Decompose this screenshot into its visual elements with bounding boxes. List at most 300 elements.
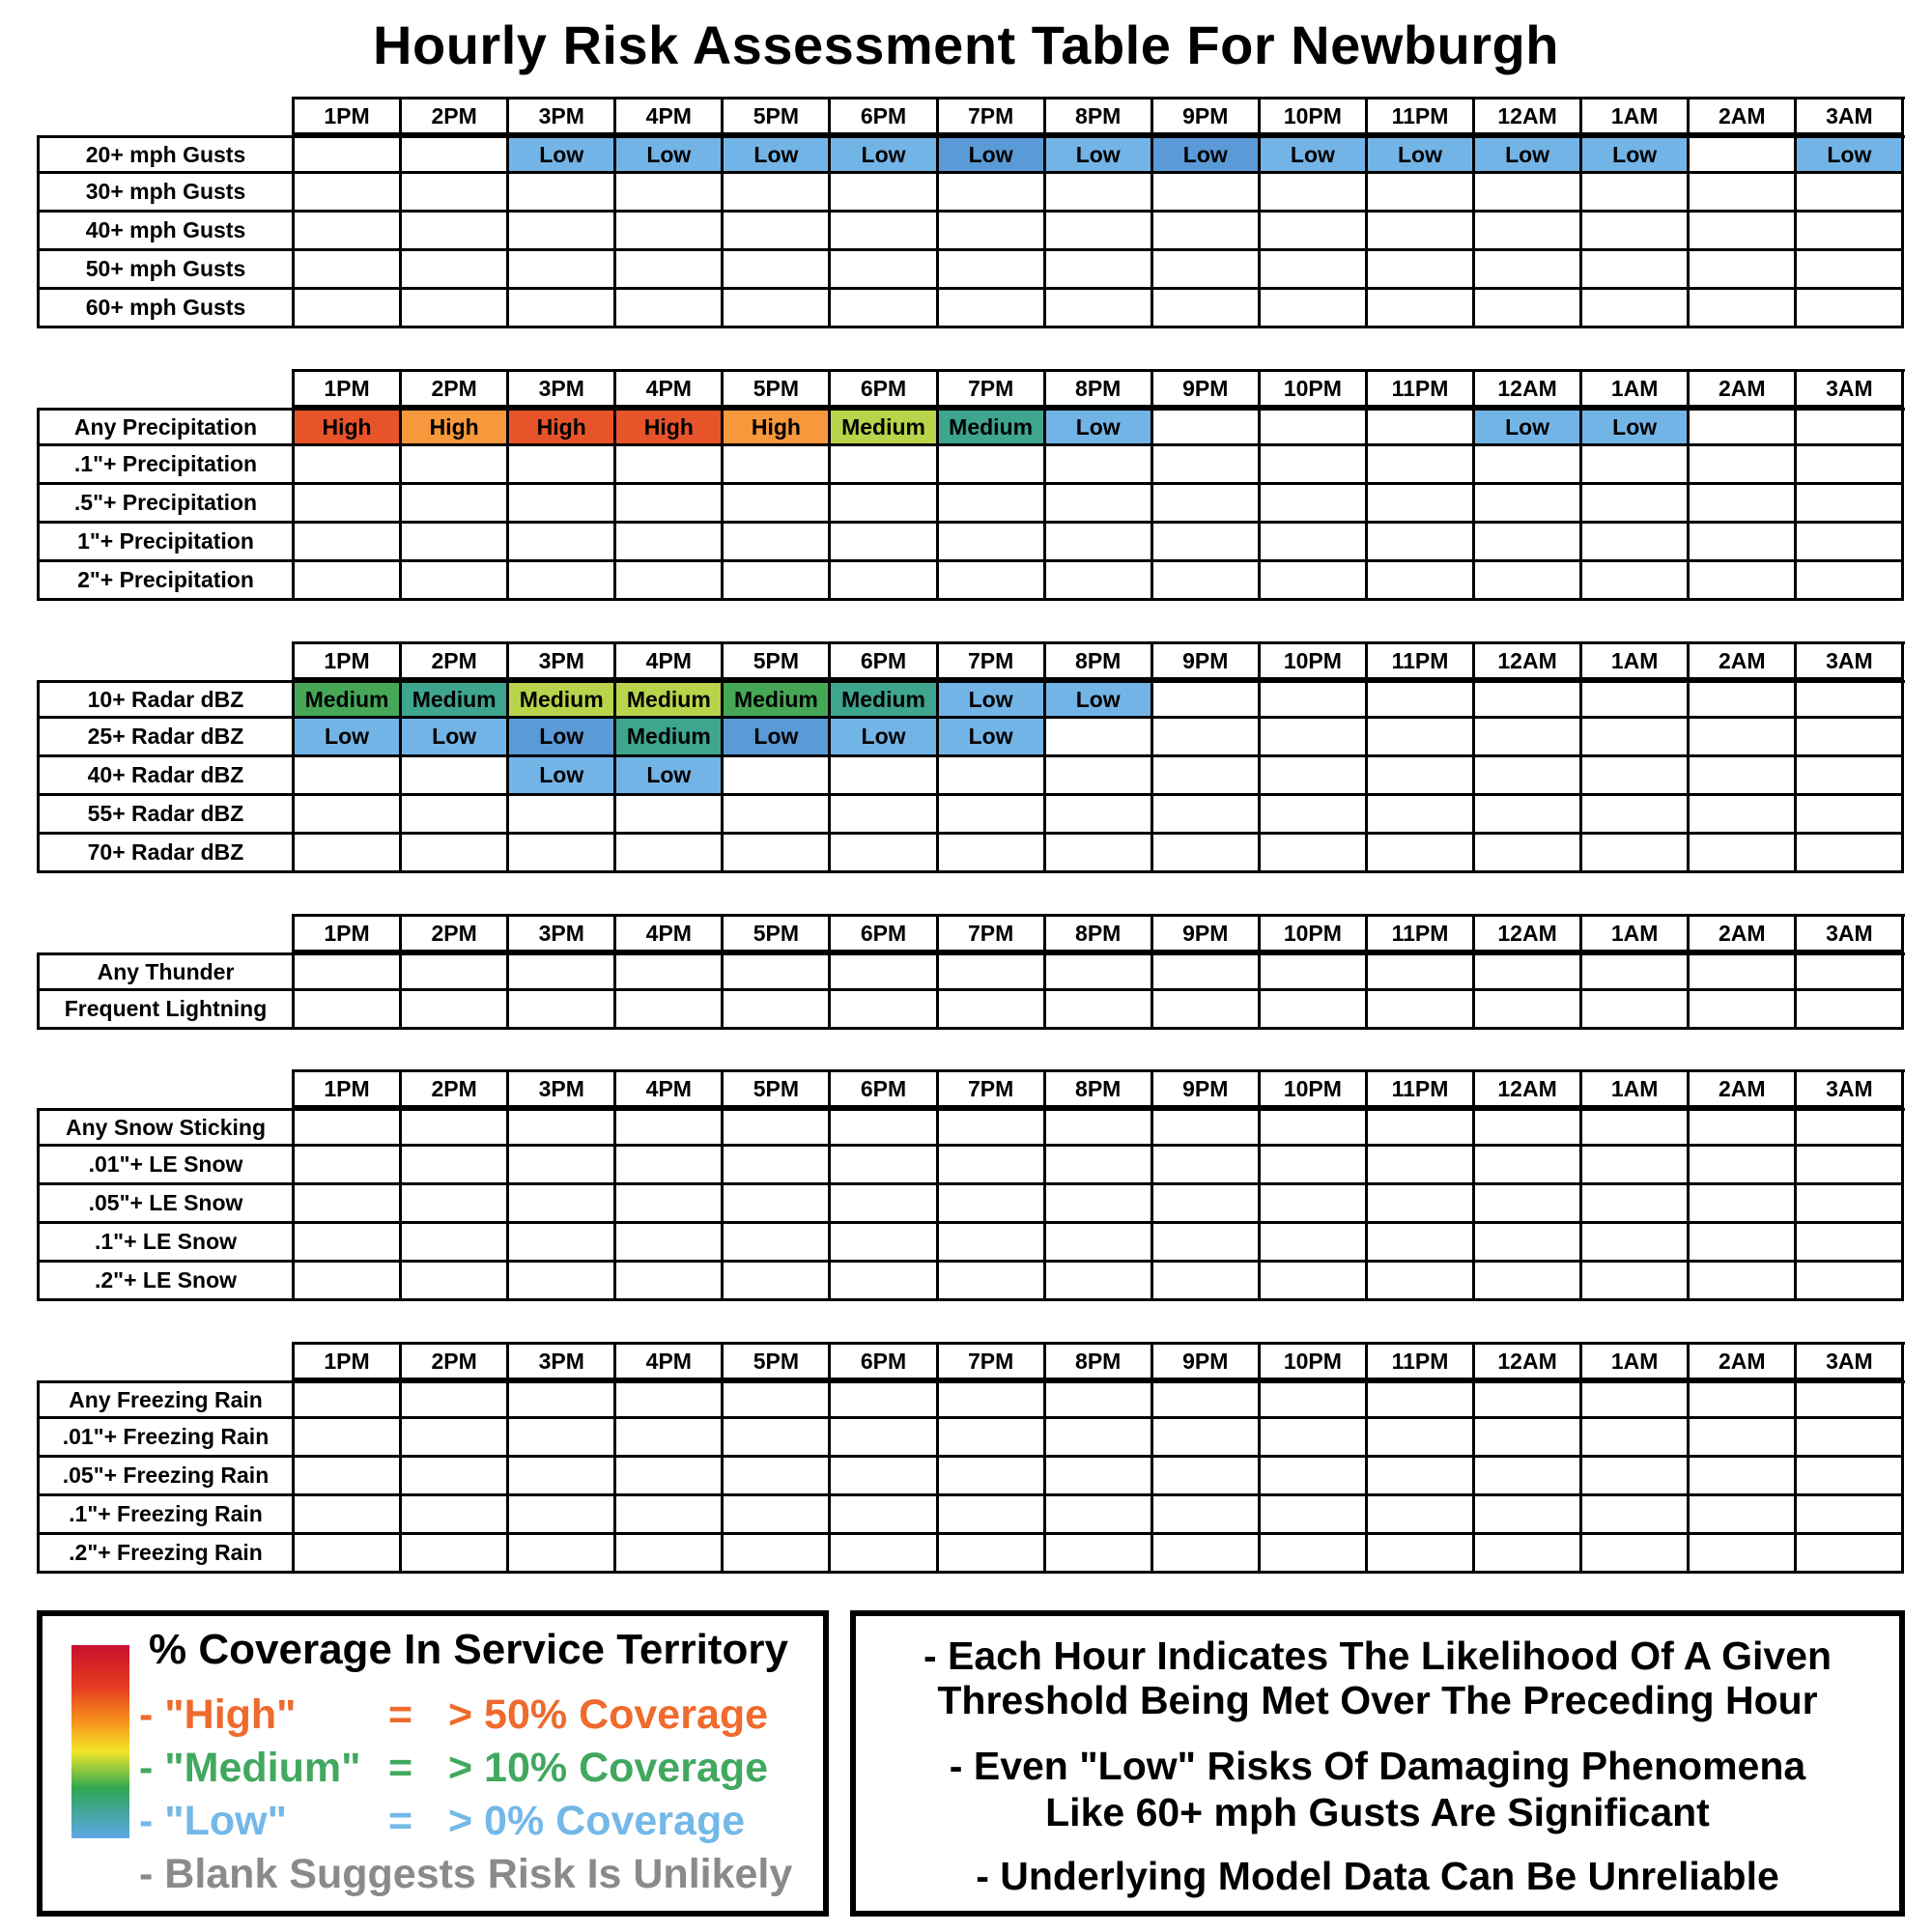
risk-cell bbox=[616, 524, 724, 562]
row-label: Any Thunder bbox=[40, 955, 295, 991]
risk-cell bbox=[831, 290, 938, 328]
risk-cell bbox=[1046, 1458, 1153, 1496]
risk-cell bbox=[1368, 796, 1475, 835]
risk-cell bbox=[724, 485, 831, 524]
risk-cell bbox=[1046, 446, 1153, 485]
risk-cell bbox=[831, 796, 938, 835]
risk-cell bbox=[402, 757, 509, 796]
risk-cell bbox=[1153, 213, 1261, 251]
risk-cell bbox=[1797, 757, 1904, 796]
risk-cell bbox=[509, 562, 616, 601]
risk-cell bbox=[1797, 485, 1904, 524]
row-label: 10+ Radar dBZ bbox=[40, 683, 295, 719]
hour-header: 3PM bbox=[509, 372, 616, 408]
legend-high-equals: = bbox=[388, 1691, 413, 1738]
risk-cell: High bbox=[509, 411, 616, 446]
risk-cell bbox=[509, 251, 616, 290]
hour-header: 10PM bbox=[1261, 917, 1368, 952]
risk-cell bbox=[1368, 1147, 1475, 1185]
row-label: Frequent Lightning bbox=[40, 991, 295, 1030]
note-3: - Underlying Model Data Can Be Unreliable bbox=[976, 1854, 1779, 1898]
risk-cell bbox=[1153, 1224, 1261, 1263]
risk-cell bbox=[1797, 1419, 1904, 1458]
risk-cell bbox=[1261, 719, 1368, 757]
risk-cell bbox=[509, 1185, 616, 1224]
risk-cell bbox=[509, 1111, 616, 1147]
risk-cell bbox=[724, 1535, 831, 1574]
risk-cell bbox=[939, 1224, 1046, 1263]
risk-cell bbox=[939, 1535, 1046, 1574]
risk-cell bbox=[1797, 1111, 1904, 1147]
risk-cell: Low bbox=[1046, 683, 1153, 719]
risk-cell bbox=[831, 955, 938, 991]
table-row bbox=[37, 1263, 1905, 1301]
risk-cell bbox=[939, 174, 1046, 213]
risk-cell: Medium bbox=[616, 719, 724, 757]
row-label: 20+ mph Gusts bbox=[40, 138, 295, 174]
risk-cell bbox=[509, 485, 616, 524]
risk-cell bbox=[1475, 1147, 1582, 1185]
risk-cell bbox=[1582, 757, 1690, 796]
hour-header: 2AM bbox=[1690, 1072, 1797, 1108]
risk-cell bbox=[616, 991, 724, 1030]
risk-cell bbox=[1153, 562, 1261, 601]
hour-header: 6PM bbox=[831, 372, 938, 408]
risk-cell bbox=[1368, 485, 1475, 524]
risk-cell bbox=[295, 955, 402, 991]
risk-cell: Low bbox=[1368, 138, 1475, 174]
risk-cell bbox=[1582, 174, 1690, 213]
risk-cell bbox=[1046, 1111, 1153, 1147]
hour-header: 8PM bbox=[1046, 917, 1153, 952]
risk-cell bbox=[939, 562, 1046, 601]
risk-cell bbox=[724, 213, 831, 251]
risk-cell bbox=[295, 796, 402, 835]
risk-cell bbox=[295, 174, 402, 213]
hour-header-row bbox=[292, 641, 1905, 680]
risk-cell bbox=[1046, 562, 1153, 601]
risk-cell bbox=[1368, 719, 1475, 757]
risk-cell bbox=[1153, 524, 1261, 562]
row-label: Any Precipitation bbox=[40, 411, 295, 446]
hour-header: 12AM bbox=[1475, 644, 1582, 680]
hour-header: 4PM bbox=[616, 1072, 724, 1108]
risk-cell bbox=[509, 213, 616, 251]
risk-cell bbox=[509, 1535, 616, 1574]
risk-cell bbox=[1475, 213, 1582, 251]
risk-cell bbox=[1690, 446, 1797, 485]
risk-cell bbox=[1797, 1535, 1904, 1574]
hour-header: 2PM bbox=[402, 372, 509, 408]
table-row bbox=[37, 1380, 1905, 1419]
risk-cell bbox=[1690, 485, 1797, 524]
legend-panel bbox=[37, 1610, 829, 1917]
risk-cell bbox=[1582, 251, 1690, 290]
hour-header: 10PM bbox=[1261, 99, 1368, 135]
risk-cell bbox=[1690, 796, 1797, 835]
risk-cell bbox=[295, 1458, 402, 1496]
risk-cell bbox=[1046, 1263, 1153, 1301]
hour-header: 4PM bbox=[616, 1345, 724, 1380]
risk-cell bbox=[1261, 1185, 1368, 1224]
risk-cell bbox=[1046, 485, 1153, 524]
hour-header: 1AM bbox=[1582, 1345, 1690, 1380]
risk-cell bbox=[509, 1263, 616, 1301]
risk-cell bbox=[939, 991, 1046, 1030]
risk-cell bbox=[1582, 796, 1690, 835]
table-row bbox=[37, 835, 1905, 873]
hour-header: 2AM bbox=[1690, 372, 1797, 408]
risk-cell bbox=[1475, 955, 1582, 991]
risk-cell: Medium bbox=[939, 411, 1046, 446]
row-label: 50+ mph Gusts bbox=[40, 251, 295, 290]
hour-header-row bbox=[292, 1342, 1905, 1380]
risk-cell bbox=[724, 524, 831, 562]
risk-cell bbox=[939, 446, 1046, 485]
risk-cell bbox=[1797, 562, 1904, 601]
table-row bbox=[37, 1185, 1905, 1224]
risk-cell bbox=[509, 835, 616, 873]
risk-cell bbox=[616, 1496, 724, 1535]
risk-cell bbox=[1153, 1147, 1261, 1185]
risk-cell bbox=[831, 1263, 938, 1301]
risk-cell bbox=[295, 1419, 402, 1458]
risk-cell bbox=[1261, 835, 1368, 873]
hour-header: 3PM bbox=[509, 644, 616, 680]
hour-header: 1PM bbox=[295, 372, 402, 408]
risk-cell bbox=[1690, 1419, 1797, 1458]
risk-cell bbox=[1046, 955, 1153, 991]
risk-cell: Low bbox=[509, 719, 616, 757]
hour-header: 4PM bbox=[616, 99, 724, 135]
risk-cell bbox=[1153, 955, 1261, 991]
risk-cell bbox=[509, 446, 616, 485]
risk-cell bbox=[1797, 991, 1904, 1030]
risk-cell bbox=[1046, 796, 1153, 835]
risk-cell bbox=[1475, 719, 1582, 757]
row-label: Any Freezing Rain bbox=[40, 1383, 295, 1419]
risk-cell bbox=[1261, 1263, 1368, 1301]
risk-cell bbox=[1797, 1147, 1904, 1185]
risk-cell bbox=[616, 796, 724, 835]
row-label: .01"+ Freezing Rain bbox=[40, 1419, 295, 1458]
risk-cell bbox=[1582, 1263, 1690, 1301]
risk-cell bbox=[295, 1111, 402, 1147]
risk-cell bbox=[616, 1535, 724, 1574]
risk-cell bbox=[402, 562, 509, 601]
legend-medium-desc: > 10% Coverage bbox=[448, 1745, 769, 1791]
risk-cell bbox=[1153, 1185, 1261, 1224]
risk-cell bbox=[1368, 174, 1475, 213]
risk-cell bbox=[724, 1147, 831, 1185]
risk-cell bbox=[1582, 1224, 1690, 1263]
risk-cell bbox=[509, 1496, 616, 1535]
hour-header: 3AM bbox=[1797, 1072, 1904, 1108]
risk-cell bbox=[1261, 1419, 1368, 1458]
risk-cell bbox=[295, 485, 402, 524]
risk-cell bbox=[295, 251, 402, 290]
risk-cell bbox=[402, 955, 509, 991]
hour-header: 8PM bbox=[1046, 1072, 1153, 1108]
table-row bbox=[37, 757, 1905, 796]
risk-cell bbox=[1582, 290, 1690, 328]
risk-cell bbox=[402, 485, 509, 524]
risk-cell: Low bbox=[1582, 411, 1690, 446]
risk-cell bbox=[295, 1224, 402, 1263]
hour-header: 12AM bbox=[1475, 917, 1582, 952]
row-label: 25+ Radar dBZ bbox=[40, 719, 295, 757]
risk-cell bbox=[1046, 1419, 1153, 1458]
row-label: .05"+ LE Snow bbox=[40, 1185, 295, 1224]
hour-header: 6PM bbox=[831, 917, 938, 952]
table-row bbox=[37, 408, 1905, 446]
risk-cell bbox=[295, 835, 402, 873]
page-title: Hourly Risk Assessment Table For Newburgh bbox=[373, 14, 1559, 75]
risk-cell bbox=[1153, 1111, 1261, 1147]
risk-cell bbox=[1368, 251, 1475, 290]
hour-header: 11PM bbox=[1368, 1072, 1475, 1108]
row-label: .1"+ LE Snow bbox=[40, 1224, 295, 1263]
risk-cell bbox=[1261, 174, 1368, 213]
risk-cell bbox=[1153, 411, 1261, 446]
hour-header: 3PM bbox=[509, 1345, 616, 1380]
risk-cell bbox=[402, 446, 509, 485]
risk-table bbox=[37, 914, 1905, 1030]
risk-cell bbox=[1153, 1458, 1261, 1496]
table-row bbox=[37, 135, 1905, 174]
hour-header: 7PM bbox=[939, 917, 1046, 952]
hour-header: 2AM bbox=[1690, 644, 1797, 680]
risk-cell bbox=[1153, 1263, 1261, 1301]
hour-header: 6PM bbox=[831, 1345, 938, 1380]
risk-cell bbox=[295, 1147, 402, 1185]
risk-cell bbox=[1475, 835, 1582, 873]
risk-cell bbox=[1046, 719, 1153, 757]
risk-cell bbox=[1475, 1224, 1582, 1263]
risk-cell bbox=[1690, 1383, 1797, 1419]
risk-cell bbox=[1475, 174, 1582, 213]
risk-cell bbox=[1690, 290, 1797, 328]
risk-cell bbox=[1368, 1458, 1475, 1496]
coverage-color-scale bbox=[71, 1645, 129, 1838]
risk-cell bbox=[402, 1185, 509, 1224]
risk-cell bbox=[1153, 1535, 1261, 1574]
hour-header: 7PM bbox=[939, 644, 1046, 680]
risk-cell bbox=[1153, 290, 1261, 328]
risk-cell bbox=[1261, 757, 1368, 796]
risk-cell bbox=[616, 1185, 724, 1224]
note-2-line-2: Like 60+ mph Gusts Are Significant bbox=[1045, 1790, 1710, 1834]
risk-cell bbox=[939, 485, 1046, 524]
risk-cell bbox=[1153, 1383, 1261, 1419]
hour-header: 7PM bbox=[939, 372, 1046, 408]
hour-header: 5PM bbox=[724, 372, 831, 408]
risk-cell bbox=[1797, 683, 1904, 719]
risk-cell: Low bbox=[295, 719, 402, 757]
hour-header: 3AM bbox=[1797, 644, 1904, 680]
risk-cell bbox=[1368, 1263, 1475, 1301]
risk-cell bbox=[831, 835, 938, 873]
hour-header: 1AM bbox=[1582, 644, 1690, 680]
risk-cell: Low bbox=[1797, 138, 1904, 174]
hour-header: 3AM bbox=[1797, 917, 1904, 952]
hour-header: 9PM bbox=[1153, 372, 1261, 408]
risk-cell bbox=[1261, 411, 1368, 446]
risk-cell bbox=[1582, 485, 1690, 524]
table-row bbox=[37, 562, 1905, 601]
hour-header: 11PM bbox=[1368, 644, 1475, 680]
risk-cell bbox=[1475, 446, 1582, 485]
risk-cell: Medium bbox=[616, 683, 724, 719]
risk-cell bbox=[1261, 213, 1368, 251]
hour-header: 7PM bbox=[939, 99, 1046, 135]
table-row bbox=[37, 446, 1905, 485]
risk-cell bbox=[1261, 251, 1368, 290]
hour-header: 1AM bbox=[1582, 1072, 1690, 1108]
legend-high-label: - "High" bbox=[139, 1691, 297, 1738]
risk-cell bbox=[724, 1263, 831, 1301]
row-label: Any Snow Sticking bbox=[40, 1111, 295, 1147]
risk-cell bbox=[1582, 955, 1690, 991]
risk-cell bbox=[509, 1147, 616, 1185]
risk-cell bbox=[939, 1496, 1046, 1535]
risk-cell bbox=[724, 562, 831, 601]
risk-cell bbox=[1261, 1535, 1368, 1574]
risk-cell bbox=[295, 446, 402, 485]
risk-cell bbox=[616, 213, 724, 251]
risk-cell bbox=[1368, 1419, 1475, 1458]
risk-cell bbox=[1797, 1458, 1904, 1496]
hour-header: 11PM bbox=[1368, 917, 1475, 952]
hour-header: 1AM bbox=[1582, 99, 1690, 135]
note-2-line-1: - Even "Low" Risks Of Damaging Phenomena bbox=[949, 1744, 1806, 1788]
legend-low-label: - "Low" bbox=[139, 1798, 288, 1844]
risk-cell bbox=[724, 796, 831, 835]
risk-cell bbox=[724, 1419, 831, 1458]
risk-cell bbox=[402, 835, 509, 873]
risk-cell bbox=[939, 796, 1046, 835]
risk-cell bbox=[831, 991, 938, 1030]
risk-cell bbox=[831, 1185, 938, 1224]
risk-cell bbox=[616, 1224, 724, 1263]
row-label: 30+ mph Gusts bbox=[40, 174, 295, 213]
risk-cell bbox=[1475, 991, 1582, 1030]
hour-header: 5PM bbox=[724, 99, 831, 135]
hour-header-row bbox=[292, 369, 1905, 408]
hour-header: 2PM bbox=[402, 1345, 509, 1380]
table-row bbox=[37, 719, 1905, 757]
hour-header: 3AM bbox=[1797, 99, 1904, 135]
hour-header: 10PM bbox=[1261, 1345, 1368, 1380]
risk-cell bbox=[831, 562, 938, 601]
note-1-line-1: - Each Hour Indicates The Likelihood Of A Given bbox=[923, 1634, 1833, 1678]
hour-header: 4PM bbox=[616, 372, 724, 408]
risk-cell bbox=[295, 290, 402, 328]
risk-cell bbox=[1797, 835, 1904, 873]
risk-cell: Low bbox=[616, 138, 724, 174]
row-label: 1"+ Precipitation bbox=[40, 524, 295, 562]
risk-cell bbox=[1475, 1458, 1582, 1496]
risk-cell bbox=[939, 757, 1046, 796]
hour-header: 8PM bbox=[1046, 1345, 1153, 1380]
risk-cell bbox=[831, 524, 938, 562]
risk-cell bbox=[402, 290, 509, 328]
risk-cell bbox=[1690, 1496, 1797, 1535]
risk-cell bbox=[1368, 1185, 1475, 1224]
legend-medium-label: - "Medium" bbox=[139, 1745, 361, 1791]
risk-cell bbox=[616, 174, 724, 213]
risk-cell bbox=[831, 213, 938, 251]
risk-cell bbox=[939, 290, 1046, 328]
risk-cell bbox=[1261, 955, 1368, 991]
risk-cell bbox=[724, 955, 831, 991]
risk-cell bbox=[1582, 213, 1690, 251]
risk-cell bbox=[1475, 485, 1582, 524]
risk-cell bbox=[1261, 1147, 1368, 1185]
risk-cell bbox=[939, 835, 1046, 873]
hour-header: 2PM bbox=[402, 644, 509, 680]
risk-cell bbox=[1797, 290, 1904, 328]
risk-cell: High bbox=[402, 411, 509, 446]
risk-cell bbox=[1582, 991, 1690, 1030]
risk-cell bbox=[509, 1383, 616, 1419]
risk-cell bbox=[1153, 174, 1261, 213]
risk-cell bbox=[402, 796, 509, 835]
table-row bbox=[37, 290, 1905, 328]
risk-cell bbox=[831, 1496, 938, 1535]
risk-cell bbox=[1261, 1224, 1368, 1263]
risk-cell bbox=[616, 1419, 724, 1458]
risk-cell bbox=[939, 1111, 1046, 1147]
risk-cell bbox=[1582, 719, 1690, 757]
legend-low-equals: = bbox=[388, 1798, 413, 1844]
risk-cell bbox=[1046, 1147, 1153, 1185]
risk-cell: Low bbox=[831, 719, 938, 757]
risk-cell bbox=[616, 290, 724, 328]
risk-cell: Low bbox=[939, 683, 1046, 719]
legend-low-desc: > 0% Coverage bbox=[448, 1798, 746, 1844]
risk-cell bbox=[724, 1111, 831, 1147]
legend-blank-note: - Blank Suggests Risk Is Unlikely bbox=[139, 1851, 793, 1897]
risk-cell bbox=[1368, 955, 1475, 991]
risk-cell bbox=[402, 1458, 509, 1496]
risk-cell bbox=[1797, 213, 1904, 251]
risk-cell bbox=[724, 290, 831, 328]
risk-cell bbox=[1153, 1419, 1261, 1458]
risk-cell bbox=[1046, 757, 1153, 796]
risk-cell bbox=[1582, 1111, 1690, 1147]
risk-cell bbox=[295, 1383, 402, 1419]
row-label: 40+ Radar dBZ bbox=[40, 757, 295, 796]
risk-cell bbox=[295, 562, 402, 601]
risk-cell bbox=[1368, 213, 1475, 251]
risk-cell bbox=[402, 1535, 509, 1574]
risk-cell bbox=[831, 174, 938, 213]
table-row bbox=[37, 213, 1905, 251]
risk-cell bbox=[1475, 1383, 1582, 1419]
risk-cell bbox=[1582, 1383, 1690, 1419]
risk-cell bbox=[509, 290, 616, 328]
hour-header: 9PM bbox=[1153, 99, 1261, 135]
risk-cell bbox=[509, 796, 616, 835]
risk-cell bbox=[509, 1224, 616, 1263]
risk-cell bbox=[939, 1419, 1046, 1458]
hour-header: 3PM bbox=[509, 1072, 616, 1108]
risk-cell bbox=[402, 524, 509, 562]
risk-cell bbox=[1797, 446, 1904, 485]
risk-cell bbox=[1475, 1263, 1582, 1301]
risk-cell bbox=[616, 1147, 724, 1185]
